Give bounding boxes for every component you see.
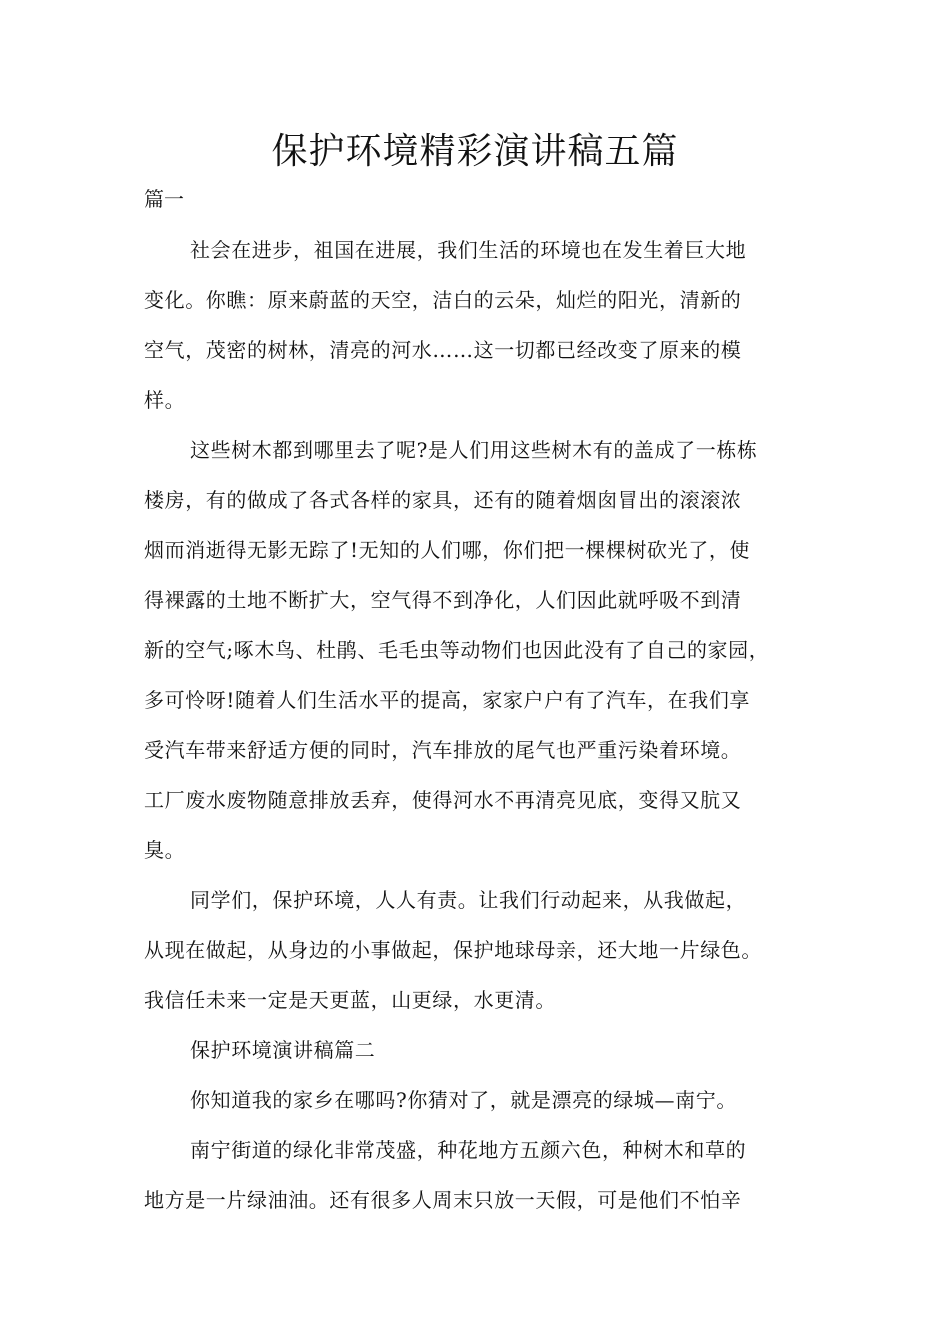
paragraph-line: 臭。: [144, 838, 186, 862]
document-title: 保护环境精彩演讲稿五篇: [271, 131, 679, 172]
section-heading: 保护环境演讲稿篇二: [190, 1038, 376, 1062]
paragraph-line: 新的空气;啄木鸟、杜鹃、毛毛虫等动物们也因此没有了自己的家园，: [144, 638, 770, 662]
paragraph-line: 样。: [144, 388, 186, 412]
paragraph-line: 多可怜呀!随着人们生活水平的提高，家家户户有了汽车，在我们享: [144, 688, 751, 712]
paragraph-line: 楼房，有的做成了各式各样的家具，还有的随着烟囱冒出的滚滚浓: [144, 488, 742, 512]
paragraph-line: 受汽车带来舒适方便的同时，汽车排放的尾气也严重污染着环境。: [144, 738, 742, 762]
paragraph-line: 南宁街道的绿化非常茂盛，种花地方五颜六色，种树木和草的: [190, 1138, 747, 1162]
paragraph-line: 我信任未来一定是天更蓝，山更绿，水更清。: [144, 988, 556, 1012]
body-text: [144, 225, 812, 1225]
paragraph-line: 从现在做起，从身边的小事做起，保护地球母亲，还大地一片绿色。: [144, 938, 762, 962]
paragraph-line: 你知道我的家乡在哪吗?你猜对了，就是漂亮的绿城—南宁。: [190, 1088, 737, 1112]
paragraph-line: 变化。你瞧：原来蔚蓝的天空，洁白的云朵，灿烂的阳光，清新的: [144, 288, 742, 312]
paragraph-line: 得裸露的土地不断扩大，空气得不到净化，人们因此就呼吸不到清: [144, 588, 742, 612]
paragraph-line: 同学们，保护环境，人人有责。让我们行动起来，从我做起，: [190, 888, 747, 912]
paragraph-line: 空气，茂密的树林，清亮的河水……这一切都已经改变了原来的模: [144, 338, 742, 362]
paragraph-line: 烟而消逝得无影无踪了!无知的人们哪，你们把一棵棵树砍光了，使: [144, 538, 751, 562]
paragraph-line: 这些树木都到哪里去了呢?是人们用这些树木有的盖成了一栋栋: [190, 438, 758, 462]
section-label: 篇一: [144, 187, 184, 211]
paragraph-line: 社会在进步，祖国在进展，我们生活的环境也在发生着巨大地: [190, 238, 747, 262]
paragraph-line: 地方是一片绿油油。还有很多人周末只放一天假，可是他们不怕辛: [144, 1188, 742, 1212]
paragraph-line: 工厂废水废物随意排放丢弃，使得河水不再清亮见底，变得又肮又: [144, 788, 742, 812]
